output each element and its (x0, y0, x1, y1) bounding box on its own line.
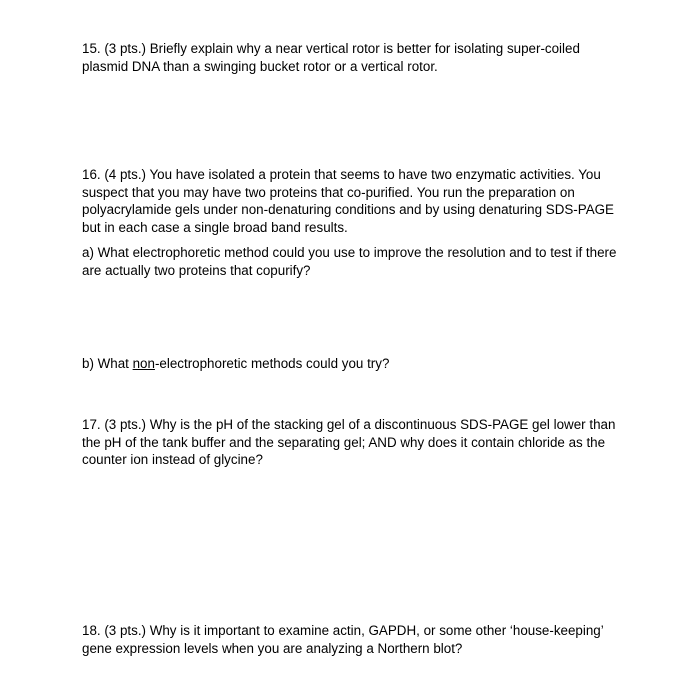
part-b-prefix: b) What (82, 356, 133, 371)
question-18: 18. (3 pts.) Why is it important to examine actin, GAPDH, or some other ‘house-keeping’ gene expression levels when you are analyzing a Northern blot? (82, 623, 604, 656)
question-16-part-b (82, 355, 622, 373)
question-16-part-a: a) What electrophoretic method could you use to improve the resolution and to test if there are actually two proteins that copurify? (82, 245, 617, 278)
part-b-underlined-word: non (132, 356, 155, 371)
question-15: 15. (3 pts.) Briefly explain why a near vertical rotor is better for isolating super-coiled plasmid DNA than a swinging bucket rotor or a vertical rotor. (82, 41, 580, 74)
question-17: 17. (3 pts.) Why is the pH of the stacking gel of a discontinuous SDS-PAGE gel lower than the pH of the tank buffer and the separating gel; AND why does it contain chloride as the counter ion instead of glycine? (82, 417, 616, 467)
part-b-suffix: -electrophoretic methods could you try? (154, 356, 390, 371)
question-16: 16. (4 pts.) You have isolated a protein that seems to have two enzymatic activities. You suspect that you may have two proteins that co-purified. You run the preparation on polyacrylamide gels under non-denaturing conditions and by using denaturing SDS-PAGE but in each case a single broad band results. (82, 167, 614, 235)
